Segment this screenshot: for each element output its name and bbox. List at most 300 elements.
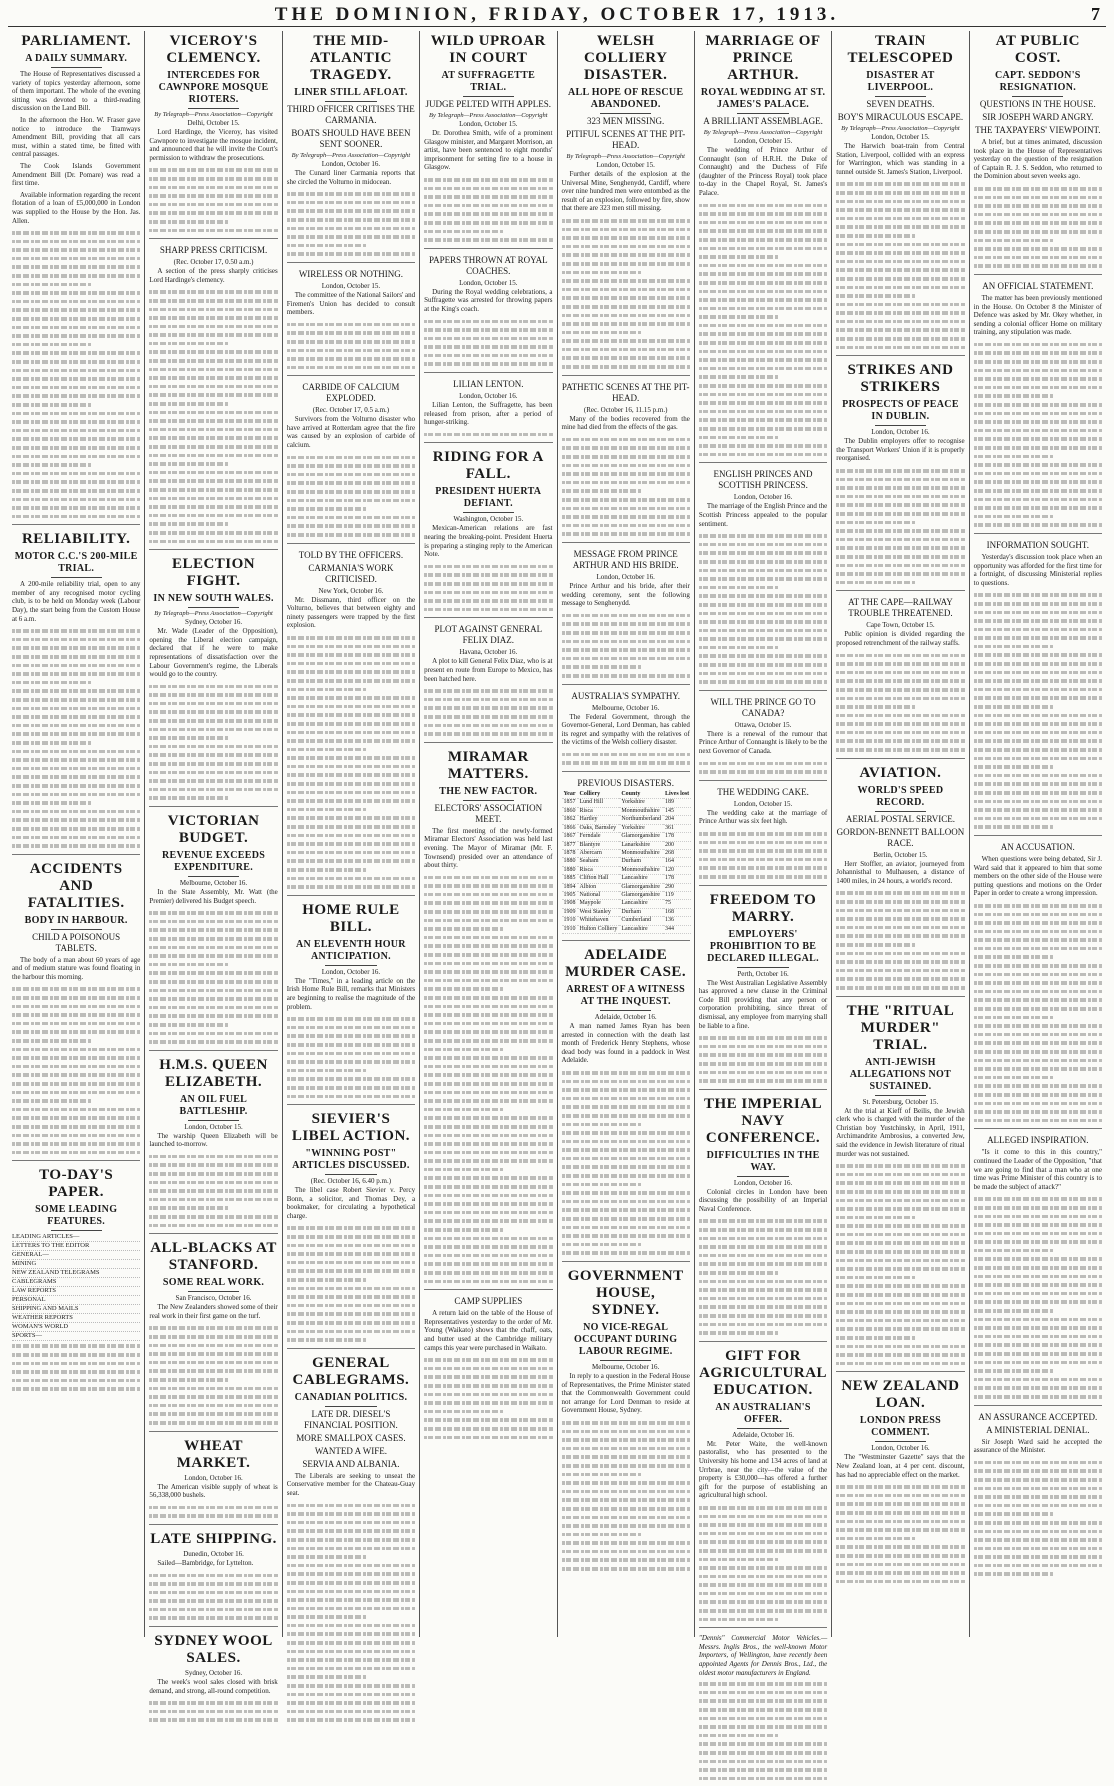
text-line <box>424 703 552 712</box>
text-line <box>699 531 827 540</box>
text-line <box>836 651 964 660</box>
text-line <box>974 1375 1102 1384</box>
text-line <box>149 934 277 943</box>
article <box>287 1111 415 1349</box>
divider-rule <box>875 1095 926 1096</box>
text-line <box>699 829 827 838</box>
text-line <box>699 626 827 635</box>
text-line <box>699 338 827 347</box>
table-cell: Seaham <box>578 858 620 866</box>
text-line <box>974 1013 1054 1022</box>
table-cell: Monmouthshire <box>619 866 663 874</box>
subheading: SHARP PRESS CRITICISM. <box>159 245 268 256</box>
table-cell: 200 <box>663 841 691 849</box>
text-line <box>974 771 1102 780</box>
headline: THE "RITUAL MURDER" TRIAL. <box>846 1002 955 1053</box>
text-line <box>287 320 415 329</box>
text-line <box>149 1332 277 1341</box>
text-line <box>974 745 1102 754</box>
subheading: LONDON PRESS COMMENT. <box>859 1415 941 1439</box>
text-line <box>699 1050 827 1059</box>
text-line <box>562 1470 642 1479</box>
wire-credit: By Telegraph—Press Association—Copyright <box>291 152 411 159</box>
text-line <box>974 236 1054 245</box>
table-cell: 1866 <box>563 824 576 831</box>
text-line <box>287 753 415 762</box>
text-line <box>424 976 552 985</box>
text-line <box>562 1231 690 1240</box>
text-line <box>287 1552 367 1561</box>
text-line <box>974 1246 1054 1255</box>
text-line <box>974 762 1054 771</box>
text-line <box>836 205 964 214</box>
article <box>12 861 140 1162</box>
paragraph: A man named James Ryan has been arrested in connection with the death last month of Frederick Henry Stephens, whose dead body was found in a paddock in West Adelaide. <box>561 1021 690 1065</box>
text-line <box>562 1547 690 1556</box>
text-line <box>974 400 1102 409</box>
text-line <box>836 1299 964 1308</box>
dateline: London, October 15. <box>871 133 930 141</box>
table-cell: 344 <box>663 925 691 933</box>
divider-rule <box>188 876 239 877</box>
column-8 <box>970 31 1106 1637</box>
text-line <box>287 1501 415 1510</box>
divider-rule <box>875 425 926 426</box>
subheading: BOATS SHOULD HAVE BEEN SENT SOONER. <box>291 128 411 149</box>
text-line <box>836 1342 964 1351</box>
paragraph: The body of a man about 60 years of age and of medium stature was found floating in the harbour this morning. <box>12 955 141 981</box>
text-line <box>424 1096 552 1105</box>
paragraph: Yesterday's discussion took place when an opportunity was afforded for the first time for a fortnight, of discussing Ministerial replies to questions. <box>973 552 1102 587</box>
text-line <box>836 257 964 266</box>
text-line <box>836 1187 964 1196</box>
article <box>699 33 827 463</box>
text-line <box>836 466 964 475</box>
text-line <box>562 1197 690 1206</box>
article <box>974 1412 1102 1583</box>
text-line <box>12 512 140 521</box>
contents-item <box>12 1287 140 1296</box>
article <box>562 778 690 941</box>
text-line <box>149 707 277 716</box>
text-line <box>149 750 277 759</box>
text-line <box>562 268 642 277</box>
paragraph: There is a renewal of the rumour that Prince Arthur of Connaught is likely to be the next Governor of Canada. <box>698 729 828 756</box>
text-line <box>699 415 827 424</box>
text-line <box>12 357 140 366</box>
text-line <box>974 1509 1054 1518</box>
text-line <box>287 1301 415 1310</box>
subheading: CANADIAN POLITICS. <box>294 1391 408 1403</box>
text-line <box>149 1392 277 1401</box>
table-cell: Glamorganshire <box>619 891 663 899</box>
text-line <box>699 1068 827 1077</box>
text-line <box>149 742 277 751</box>
text-line <box>562 671 690 680</box>
subheading: 323 MEN MISSING. <box>587 116 665 126</box>
text-line <box>974 443 1102 452</box>
table-cell: Cumberland <box>619 917 663 925</box>
text-line <box>149 1366 277 1375</box>
text-line <box>12 400 92 409</box>
text-line <box>562 504 690 513</box>
text-line <box>699 433 779 442</box>
text-line <box>149 390 277 399</box>
headline: VICEROY'S CLEMENCY. <box>166 33 261 66</box>
article <box>149 813 277 1051</box>
contents-label: WOMAN'S WORLD <box>12 1323 69 1331</box>
dateline: Adelaide, October 16. <box>594 1012 657 1021</box>
text-line <box>699 863 827 872</box>
wire-credit: By Telegraph—Press Association—Copyright <box>429 112 548 119</box>
table-cell: 1867 <box>563 833 576 840</box>
headline: WILD UPROAR IN COURT <box>430 33 546 66</box>
table-cell: 361 <box>663 824 691 832</box>
headline: HOME RULE BILL. <box>302 901 400 935</box>
text-line <box>424 1156 552 1165</box>
text-line <box>424 351 552 360</box>
text-line <box>974 348 1102 357</box>
text-line <box>836 509 964 518</box>
text-line <box>974 1116 1102 1125</box>
article <box>424 33 552 249</box>
column-5 <box>558 31 695 1637</box>
text-line <box>562 319 690 328</box>
text-line <box>699 574 827 583</box>
table-cell: 168 <box>663 908 691 916</box>
text-line <box>12 643 140 652</box>
text-line <box>149 1511 277 1520</box>
text-line <box>836 317 964 326</box>
text-line <box>287 736 415 745</box>
text-line <box>149 330 277 339</box>
dateline: Melbourne, October 16. <box>592 1363 660 1371</box>
table-row <box>562 841 692 849</box>
table-row <box>562 908 692 916</box>
text-line <box>287 1083 415 1092</box>
text-line <box>149 951 277 960</box>
text-line <box>287 831 415 840</box>
text-line <box>287 1595 415 1604</box>
text-line <box>12 348 140 357</box>
text-line <box>699 244 827 253</box>
contents-item <box>12 1242 140 1251</box>
subheading: THE NEW FACTOR. <box>439 785 538 797</box>
text-line <box>149 716 277 725</box>
table-cell: Monmouthshire <box>619 807 663 815</box>
text-line <box>287 1241 415 1250</box>
text-line <box>149 1178 277 1187</box>
text-line <box>562 250 690 259</box>
text-line <box>836 188 964 197</box>
text-line <box>836 702 916 711</box>
text-line <box>836 526 964 535</box>
text-line <box>12 477 140 486</box>
text-line <box>149 1613 277 1622</box>
text-line <box>287 865 367 874</box>
table-row <box>562 824 692 832</box>
dateline: Sydney, October 16. <box>185 1669 243 1678</box>
divider-rule <box>875 1441 926 1442</box>
text-line <box>12 815 140 824</box>
divider-rule <box>737 967 788 968</box>
subheading: PATHETIC SCENES AT THE PIT-HEAD. <box>561 381 690 403</box>
subheading: "WINNING POST" ARTICLES DISCUSSED. <box>292 1148 410 1172</box>
text-line <box>12 331 140 340</box>
text-line <box>287 1664 415 1673</box>
text-line <box>287 354 415 363</box>
text-line <box>699 1688 827 1697</box>
text-line <box>836 1221 964 1230</box>
subheading: JUDGE PELTED WITH APPLES. <box>425 99 552 109</box>
text-line <box>424 1199 552 1208</box>
text-line <box>287 1335 367 1344</box>
text-line <box>974 512 1054 521</box>
table-cell: 145 <box>663 807 691 815</box>
text-line <box>287 189 415 198</box>
text-line <box>149 1323 277 1332</box>
text-line <box>424 1191 552 1200</box>
text-line <box>974 426 1102 435</box>
text-line <box>287 788 415 797</box>
text-line <box>149 399 229 408</box>
text-line <box>12 271 140 280</box>
text-line <box>287 337 415 346</box>
text-line <box>12 391 140 400</box>
text-line <box>562 495 690 504</box>
text-line <box>699 1679 827 1688</box>
article <box>12 1167 140 1397</box>
text-line <box>974 599 1102 608</box>
text-line <box>287 1681 415 1690</box>
text-line <box>424 933 552 942</box>
article <box>836 33 964 356</box>
text-line <box>149 699 277 708</box>
text-line <box>836 1359 964 1368</box>
article <box>836 362 964 591</box>
table-cell: 75 <box>663 900 691 908</box>
dateline: London, October 15. <box>596 161 655 169</box>
text-line <box>149 1003 277 1012</box>
text-line <box>562 1444 690 1453</box>
text-line <box>836 1333 916 1342</box>
text-line <box>974 1349 1102 1358</box>
text-line <box>699 304 827 313</box>
text-line <box>974 1544 1102 1553</box>
table-cell: 1862 <box>563 816 576 823</box>
text-line <box>424 695 552 704</box>
text-line <box>12 1062 140 1071</box>
text-line <box>12 1010 140 1019</box>
text-line <box>424 993 552 1002</box>
text-line <box>699 226 827 235</box>
table-row <box>562 858 692 866</box>
article <box>562 947 690 1262</box>
divider-rule <box>1012 96 1063 97</box>
text-line <box>287 1249 415 1258</box>
text-line <box>149 442 277 451</box>
text-line <box>699 1572 827 1581</box>
text-line <box>974 520 1102 529</box>
divider-rule <box>325 1174 376 1175</box>
text-line <box>149 511 277 520</box>
text-line <box>562 1171 690 1180</box>
text-line <box>424 967 552 976</box>
text-line <box>699 347 827 356</box>
text-line <box>699 1597 827 1606</box>
dateline: Melbourne, October 16. <box>179 879 248 887</box>
text-line <box>424 890 552 899</box>
text-line <box>149 1596 277 1605</box>
text-line <box>12 1019 140 1028</box>
text-line <box>12 678 92 687</box>
text-line <box>424 1045 504 1054</box>
text-line <box>149 347 277 356</box>
text-line <box>836 668 964 677</box>
text-line <box>699 390 827 399</box>
headline: ACCIDENTS AND FATALITIES. <box>27 860 125 911</box>
text-line <box>12 323 140 332</box>
text-line <box>562 1521 690 1530</box>
text-line <box>562 443 690 452</box>
text-line <box>974 978 1102 987</box>
text-line <box>562 1068 690 1077</box>
text-line <box>699 1285 827 1294</box>
text-line <box>974 1194 1102 1203</box>
contents-item <box>12 1296 140 1305</box>
text-line <box>836 659 964 668</box>
table-cell: 189 <box>663 799 691 807</box>
text-line <box>699 269 827 278</box>
text-line <box>149 356 277 365</box>
paragraph: At the trial at Kieff of Beilis, the Jewish clerk who is charged with the murder of the Christian boy Yustchinsky, in April, 1911, Archimandrite Ambrosius, a converted Jew, said the evidence in Jewish literature of ritual murder was not sustained. <box>836 1106 965 1158</box>
divider-rule <box>51 577 102 578</box>
text-line <box>424 1364 552 1373</box>
text-line <box>424 721 552 730</box>
article <box>974 281 1102 534</box>
text-line <box>974 1306 1054 1315</box>
dateline: New York, October 16. <box>318 586 384 595</box>
text-line <box>562 1162 690 1171</box>
paragraph: The Cunard liner Carmania reports that she circled the Volturno in midocean. <box>286 169 416 186</box>
paragraph: Sir Joseph Ward said he accepted the assurance of the Minister. <box>973 1437 1102 1455</box>
paragraph: The marriage of the English Prince and the Scottish Princess appealed to the popular sentiment. <box>698 502 828 528</box>
text-line <box>699 872 827 881</box>
contents-label: LETTERS TO THE EDITOR <box>12 1242 90 1250</box>
text-line <box>12 426 140 435</box>
headline: THE IMPERIAL NAVY CONFERENCE. <box>704 1095 823 1146</box>
text-line <box>699 566 827 575</box>
text-line <box>699 381 827 390</box>
article <box>974 1135 1102 1405</box>
table-cell: 119 <box>663 891 691 899</box>
text-line <box>699 1580 827 1589</box>
dateline: London, October 15. <box>184 1122 243 1131</box>
text-line <box>149 1020 229 1029</box>
text-line <box>562 1205 690 1214</box>
dateline: London, October 16. <box>733 1178 793 1187</box>
subheading: ROYAL WEDDING AT ST. JAMES'S PALACE. <box>700 87 826 110</box>
subheading: A BRILLIANT ASSEMBLAGE. <box>703 116 823 126</box>
text-line <box>836 552 964 561</box>
divider-rule <box>325 101 376 102</box>
text-line <box>424 1053 552 1062</box>
text-line <box>699 600 827 609</box>
article <box>836 765 964 997</box>
text-line <box>12 1088 140 1097</box>
subheading: CAMP SUPPLIES <box>454 1296 523 1307</box>
text-line <box>974 1289 1102 1298</box>
headline: WELSH COLLIERY DISASTER. <box>583 33 668 83</box>
table-row <box>562 883 692 891</box>
text-line <box>562 1128 690 1137</box>
text-line <box>699 1696 827 1705</box>
contents-label: WEATHER REPORTS <box>12 1314 73 1322</box>
text-line <box>149 468 277 477</box>
text-line <box>287 1031 415 1040</box>
text-line <box>562 1094 690 1103</box>
text-line <box>836 240 964 249</box>
text-line <box>12 1131 140 1140</box>
text-line <box>836 1238 964 1247</box>
dateline: (Rec. October 17, 0.50 a.m.) <box>173 258 254 267</box>
article <box>149 1531 277 1627</box>
text-line <box>287 693 415 702</box>
text-line <box>974 417 1102 426</box>
article <box>287 902 415 1105</box>
text-line <box>974 987 1102 996</box>
contents-label: PERSONAL <box>12 1296 46 1304</box>
text-line <box>12 704 140 713</box>
text-line <box>287 478 415 487</box>
text-line <box>562 1102 690 1111</box>
text-line <box>562 1487 690 1496</box>
article <box>699 787 827 886</box>
text-line <box>424 1036 552 1045</box>
text-line <box>12 635 140 644</box>
text-line <box>974 434 1102 443</box>
text-line <box>424 184 552 193</box>
text-line <box>287 719 415 728</box>
table-row <box>562 917 692 925</box>
text-line <box>12 1027 140 1036</box>
text-line <box>974 340 1102 349</box>
text-line <box>974 944 1102 953</box>
text-line <box>287 1647 415 1656</box>
text-line <box>974 469 1102 478</box>
text-line <box>287 496 415 505</box>
text-line <box>699 1739 827 1748</box>
text-line <box>562 225 690 234</box>
text-line <box>699 1714 827 1723</box>
text-line <box>287 1707 415 1716</box>
text-line <box>424 1407 504 1416</box>
divider-rule <box>737 113 788 114</box>
text-line <box>287 1066 367 1075</box>
text-line <box>699 1757 827 1766</box>
text-line <box>424 924 504 933</box>
paragraph: The "Times," in a leading article on the Irish Home Rule Bill, remarks that Ministers are beginning to realise the magnitude of the problem. <box>286 976 416 1011</box>
text-line <box>149 1707 277 1716</box>
text-line <box>149 1160 277 1169</box>
text-line <box>836 300 964 309</box>
text-line <box>12 409 140 418</box>
text-line <box>836 1517 964 1526</box>
text-line <box>699 201 827 210</box>
text-line <box>562 1240 642 1249</box>
dateline: Adelaide, October 16. <box>732 1430 794 1439</box>
contents-label: CABLEGRAMS <box>12 1278 57 1286</box>
